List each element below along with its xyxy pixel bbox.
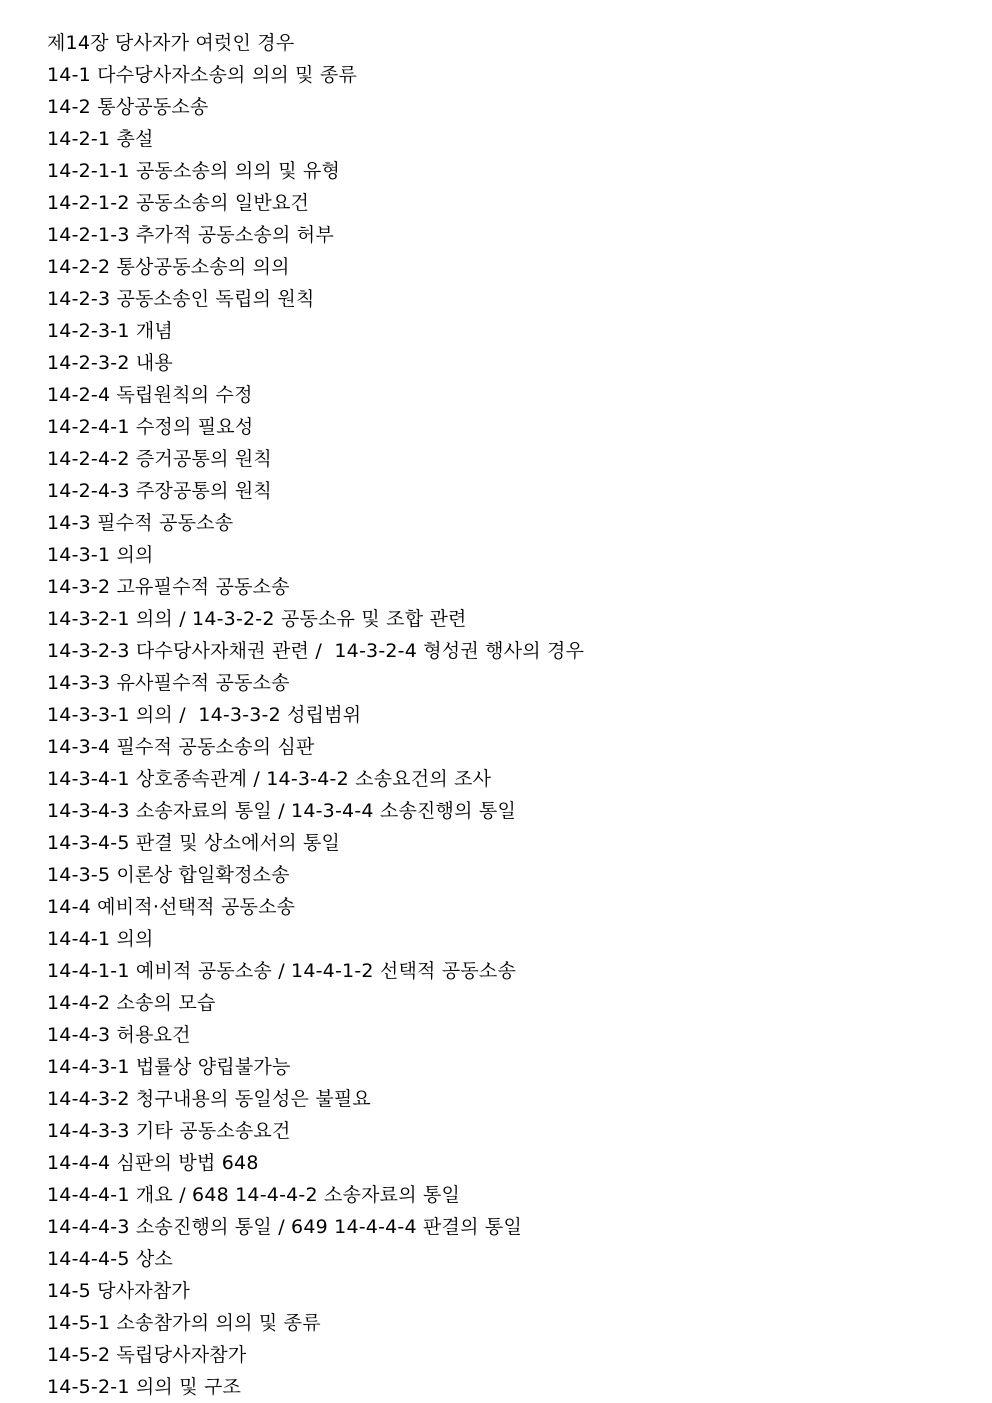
toc-line: 14-3-4-3 소송자료의 통일 / 14-3-4-4 소송진행의 통일 [47,800,517,822]
toc-line: 14-4-3-3 기타 공동소송요건 [47,1120,291,1142]
toc-line: 14-2-1 총설 [47,128,154,150]
toc-line: 14-5 당사자참가 [47,1280,190,1302]
toc-line: 14-2-1-1 공동소송의 의의 및 유형 [47,160,341,182]
toc-line: 14-3-2 고유필수적 공동소송 [47,576,290,598]
toc-line: 14-4-2 소송의 모습 [47,992,216,1014]
toc-line: 14-3-3 유사필수적 공동소송 [47,672,290,694]
toc-line: 14-4-1-1 예비적 공동소송 / 14-4-1-2 선택적 공동소송 [47,960,517,982]
chapter-title: 제14장 당사자가 여럿인 경우 [47,32,295,54]
toc-line: 14-3 필수적 공동소송 [47,512,234,534]
toc-line: 14-3-4-1 상호종속관계 / 14-3-4-2 소송요건의 조사 [47,768,492,790]
toc-line: 14-4 예비적·선택적 공동소송 [47,896,296,918]
toc-line: 14-5-1 소송참가의 의의 및 종류 [47,1312,321,1334]
toc-line: 14-4-4-1 개요 / 648 14-4-4-2 소송자료의 통일 [47,1184,461,1206]
toc-line: 14-3-1 의의 [47,544,154,566]
toc-line: 14-4-4-5 상소 [47,1248,173,1270]
toc-line: 14-3-2-1 의의 / 14-3-2-2 공동소유 및 조합 관련 [47,608,467,630]
toc-line: 14-3-3-1 의의 / 14-3-3-2 성립범위 [47,704,362,726]
toc-line: 14-2-4-2 증거공통의 원칙 [47,448,272,470]
document-page [47,27,967,1403]
toc-line: 14-4-3 허용요건 [47,1024,191,1046]
toc-line: 14-2-4-3 주장공통의 원칙 [47,480,272,502]
toc-line: 14-3-4 필수적 공동소송의 심판 [47,736,315,758]
toc-line: 14-5-2 독립당사자참가 [47,1344,247,1366]
toc-line: 14-2-2 통상공동소송의 의의 [47,256,290,278]
toc-line: 14-2-1-2 공동소송의 일반요건 [47,192,310,214]
toc-line: 14-2-3 공동소송인 독립의 원칙 [47,288,315,310]
toc-line: 14-4-4-3 소송진행의 통일 / 649 14-4-4-4 판결의 통일 [47,1216,523,1238]
toc-line: 14-4-3-2 청구내용의 동일성은 불필요 [47,1088,371,1110]
toc-line: 14-4-1 의의 [47,928,154,950]
toc-line: 14-2-4 독립원칙의 수정 [47,384,253,406]
toc-line: 14-5-2-1 의의 및 구조 [47,1376,242,1398]
toc-line: 14-2-3-1 개념 [47,320,173,342]
toc-line: 14-4-3-1 법률상 양립불가능 [47,1056,291,1078]
toc-line: 14-1 다수당사자소송의 의의 및 종류 [47,64,358,86]
toc-line: 14-2 통상공동소송 [47,96,209,118]
toc-line: 14-4-4 심판의 방법 648 [47,1152,259,1174]
toc-line: 14-3-4-5 판결 및 상소에서의 통일 [47,832,341,854]
toc-line: 14-2-1-3 추가적 공동소송의 허부 [47,224,334,246]
toc-line: 14-3-5 이론상 합일확정소송 [47,864,290,886]
toc-line: 14-3-2-3 다수당사자채권 관련 / 14-3-2-4 형성권 행사의 경우 [47,640,585,662]
toc-line: 14-2-4-1 수정의 필요성 [47,416,254,438]
toc-line: 14-2-3-2 내용 [47,352,173,374]
